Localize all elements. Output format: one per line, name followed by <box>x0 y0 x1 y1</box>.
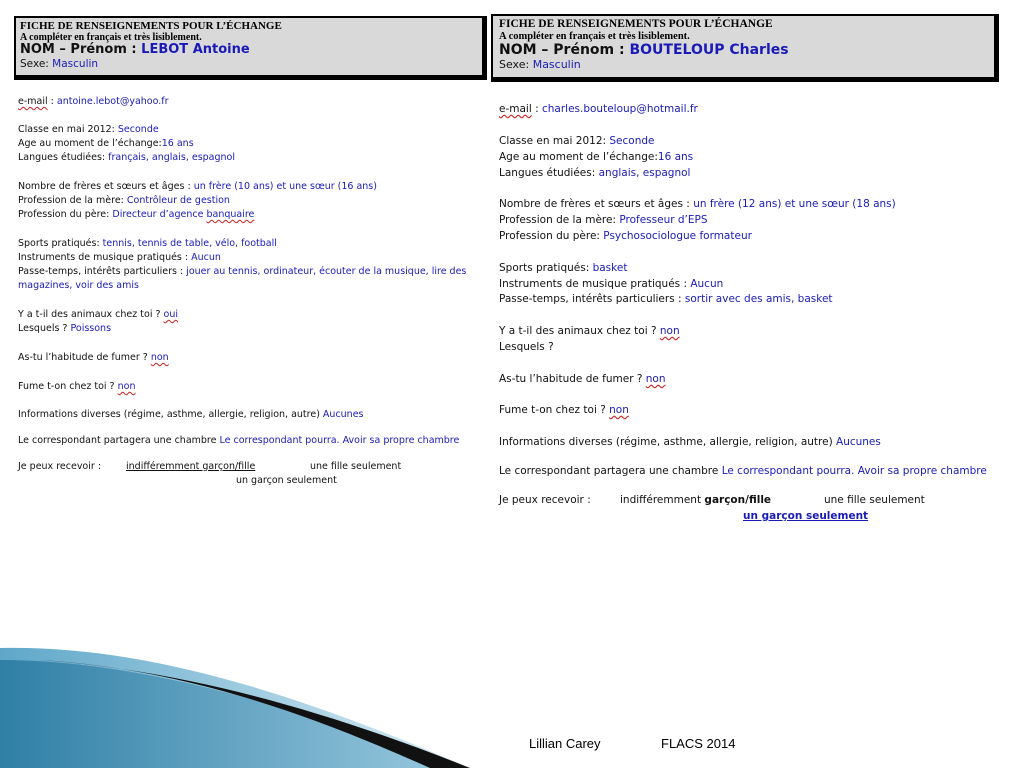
animaux-value: non <box>659 325 680 337</box>
pere-value: Psychosociologue formateur <box>603 230 752 242</box>
email-separator: : <box>531 103 542 115</box>
chambre-row <box>499 465 987 477</box>
passetemps-row <box>499 293 833 305</box>
footer-author: Lillian Carey <box>529 736 601 751</box>
fumeton-label: Fume t-on chez toi ? <box>499 404 610 416</box>
classe-label: Classe en mai 2012: <box>499 135 610 147</box>
passetemps-row <box>18 266 466 277</box>
sports-value: tennis, tennis de table, vélo, football <box>102 238 277 249</box>
age-value: 16 ans <box>161 138 194 149</box>
sex-value: Masculin <box>532 58 581 72</box>
infos-label: Informations diverses (régime, asthme, allergie, religion, autre) <box>499 436 837 448</box>
option-indifferemment-bold: garçon/fille <box>704 494 772 506</box>
form-subtitle: A compléter en français et très lisiblement. <box>499 30 690 42</box>
fumeton-value: non <box>117 381 136 392</box>
instruments-label: Instruments de musique pratiqués : <box>499 278 691 290</box>
fumeton-value: non <box>609 404 629 416</box>
animaux-row <box>499 325 680 337</box>
option-indifferemment-text: indifféremment <box>620 494 705 506</box>
option-indifferemment: indifféremment garçon/fille <box>126 461 256 472</box>
classe-row <box>499 135 655 147</box>
passetemps-row-2 <box>18 280 139 291</box>
freres-label: Nombre de frères et sœurs et âges : <box>499 198 694 210</box>
email-row <box>499 103 698 115</box>
fumer-label: As-tu l’habitude de fumer ? <box>18 352 151 363</box>
langues-row <box>18 152 235 163</box>
freres-value: un frère (10 ans) et une sœur (16 ans) <box>193 181 377 192</box>
fumeton-row <box>499 404 629 416</box>
email-label: e-mail <box>18 96 48 107</box>
classe-value: Seconde <box>609 135 655 147</box>
lesquels-label: Lesquels ? <box>18 323 71 334</box>
footer-event: FLACS 2014 <box>661 736 736 751</box>
sex-label: Sexe: <box>499 58 533 72</box>
option-fille: une fille seulement <box>310 461 402 472</box>
option-fille: une fille seulement <box>824 494 925 506</box>
sports-label: Sports pratiqués: <box>499 262 593 274</box>
infos-row <box>499 436 881 448</box>
right-form-header <box>491 14 999 82</box>
freres-row <box>499 198 896 210</box>
option-garcon: un garçon seulement <box>236 475 337 486</box>
form-title: FICHE DE RENSEIGNEMENTS POUR L’ÉCHANGE <box>499 18 773 30</box>
fumer-label: As-tu l’habitude de fumer ? <box>499 373 646 385</box>
name-value: LEBOT Antoine <box>141 42 250 58</box>
langues-label: Langues étudiées: <box>499 167 599 179</box>
pere-label: Profession du père: <box>499 230 604 242</box>
passetemps-value: sortir avec des amis, basket <box>684 293 833 305</box>
pere-row <box>18 209 254 220</box>
instruments-value: Aucun <box>191 252 221 263</box>
mere-label: Profession de la mère: <box>18 195 127 206</box>
chambre-label: Le correspondant partagera une chambre <box>499 465 722 477</box>
langues-value: français, anglais, espagnol <box>108 152 236 163</box>
sports-row <box>18 238 277 249</box>
instruments-row <box>499 278 723 290</box>
pere-value: Directeur d’agence <box>112 209 207 220</box>
fumer-value: non <box>150 352 169 363</box>
instruments-row <box>18 252 221 263</box>
animaux-row <box>18 309 178 320</box>
passetemps-value-continued: magazines, voir des amis <box>18 280 139 291</box>
option-indifferemment <box>620 494 771 506</box>
chambre-value: Le correspondant pourra. Avoir sa propre chambre <box>219 435 460 446</box>
mere-value: Professeur d’EPS <box>619 214 708 226</box>
sex-label: Sexe: <box>20 58 53 71</box>
age-row <box>499 151 693 163</box>
animaux-label: Y a t-il des animaux chez toi ? <box>18 309 164 320</box>
fumer-value: non <box>645 373 666 385</box>
animaux-value: oui <box>163 309 179 320</box>
lesquels-row <box>499 341 554 353</box>
age-row <box>18 138 194 149</box>
email-value: antoine.lebot@yahoo.fr <box>56 96 169 107</box>
email-label: e-mail <box>499 103 532 115</box>
langues-row <box>499 167 690 179</box>
freres-row <box>18 181 377 192</box>
name-value: BOUTELOUP Charles <box>629 42 789 59</box>
animaux-label: Y a t-il des animaux chez toi ? <box>499 325 660 337</box>
chambre-row <box>18 435 459 446</box>
fumer-row <box>18 352 169 363</box>
email-separator: : <box>47 96 57 107</box>
left-form-header <box>14 16 487 80</box>
name-row <box>20 43 478 58</box>
fumeton-label: Fume t-on chez toi ? <box>18 381 118 392</box>
classe-row <box>18 124 159 135</box>
infos-value: Aucunes <box>322 409 364 420</box>
age-label: Age au moment de l’échange: <box>18 138 162 149</box>
infos-value: Aucunes <box>836 436 881 448</box>
name-label: NOM – Prénom : <box>499 42 630 59</box>
infos-row <box>18 409 364 420</box>
instruments-value: Aucun <box>690 278 724 290</box>
chambre-value: Le correspondant pourra. Avoir sa propre chambre <box>721 465 987 477</box>
name-row <box>499 42 988 58</box>
freres-label: Nombre de frères et sœurs et âges : <box>18 181 194 192</box>
name-label: NOM – Prénom : <box>20 42 142 58</box>
pere-row <box>499 230 752 242</box>
mere-value: Contrôleur de gestion <box>126 195 230 206</box>
infos-label: Informations diverses (régime, asthme, allergie, religion, autre) <box>18 409 323 420</box>
fumeton-row <box>18 381 135 392</box>
classe-label: Classe en mai 2012: <box>18 124 118 135</box>
sports-label: Sports pratiqués: <box>18 238 103 249</box>
mere-row <box>18 195 230 206</box>
age-value: 16 ans <box>657 151 694 163</box>
fumer-row <box>499 373 666 385</box>
sex-row <box>499 58 988 71</box>
lesquels-value: Poissons <box>70 323 112 334</box>
pere-value-misspelled: banquaire <box>206 209 255 220</box>
mere-label: Profession de la mère: <box>499 214 620 226</box>
passetemps-label: Passe-temps, intérêts particuliers : <box>18 266 187 277</box>
sports-value: basket <box>592 262 628 274</box>
form-title: FICHE DE RENSEIGNEMENTS POUR L’ÉCHANGE <box>20 20 282 32</box>
form-subtitle: A compléter en français et très lisiblement. <box>20 32 202 44</box>
chambre-label: Le correspondant partagera une chambre <box>18 435 220 446</box>
recevoir-label: Je peux recevoir : <box>18 461 102 472</box>
freres-value: un frère (12 ans) et une sœur (18 ans) <box>693 198 896 210</box>
email-value: charles.bouteloup@hotmail.fr <box>541 103 698 115</box>
recevoir-label: Je peux recevoir : <box>499 494 591 506</box>
mere-row <box>499 214 708 226</box>
lesquels-row <box>18 323 111 334</box>
langues-label: Langues étudiées: <box>18 152 109 163</box>
passetemps-value: jouer au tennis, ordinateur, écouter de la musique, lire des <box>186 266 467 277</box>
pere-label: Profession du père: <box>18 209 113 220</box>
sex-value: Masculin <box>52 58 99 71</box>
sports-row <box>499 262 627 274</box>
age-label: Age au moment de l’échange: <box>499 151 658 163</box>
email-row <box>18 96 169 107</box>
passetemps-label: Passe-temps, intérêts particuliers : <box>499 293 685 305</box>
lesquels-label: Lesquels ? <box>499 341 554 353</box>
option-garcon: un garçon seulement <box>743 510 869 522</box>
classe-value: Seconde <box>117 124 159 135</box>
instruments-label: Instruments de musique pratiqués : <box>18 252 192 263</box>
langues-value: anglais, espagnol <box>598 167 691 179</box>
sex-row <box>20 58 478 70</box>
